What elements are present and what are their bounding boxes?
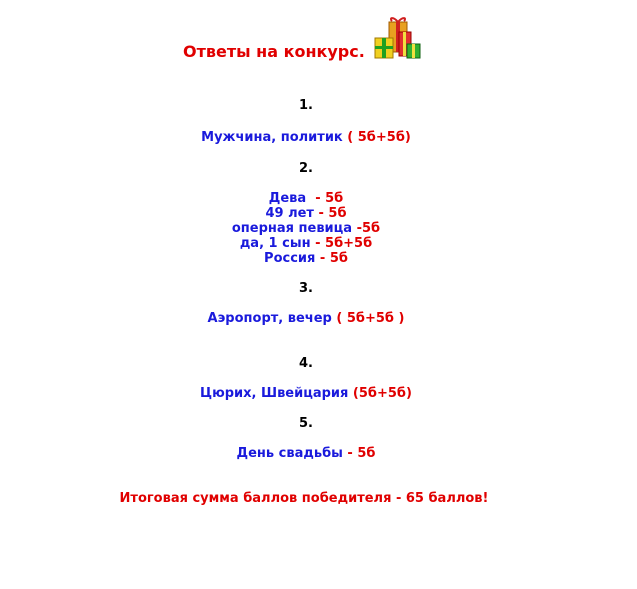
answer-text: 49 лет	[265, 206, 314, 221]
answer-text: оперная певица	[231, 221, 353, 236]
answer-line	[0, 221, 612, 236]
answer-text: Россия	[264, 251, 316, 266]
answer-line	[0, 386, 612, 401]
answer-points: - 5б	[313, 206, 347, 221]
page-title: Ответы на конкурс.	[183, 42, 365, 61]
answer-line	[0, 446, 612, 461]
answer-line	[0, 311, 612, 326]
answer-points: - 5б	[342, 446, 376, 461]
answer-points: ( 5б+5б)	[342, 130, 411, 145]
answer-number: 5.	[299, 416, 313, 431]
answer-text: Аэропорт, вечер	[207, 311, 332, 326]
answer-line	[0, 236, 612, 251]
total-score: Итоговая сумма баллов победителя - 65 баллов!	[119, 491, 489, 506]
answer-line	[0, 130, 612, 145]
answer-points: - 5б+5б	[310, 236, 373, 251]
answer-text: да, 1 сын	[239, 236, 311, 251]
gift-boxes-icon	[373, 16, 421, 62]
answer-line	[0, 251, 612, 266]
answer-number: 2.	[299, 161, 313, 176]
answer-text: Дева	[268, 191, 311, 206]
answer-line	[0, 206, 612, 221]
answer-line	[0, 191, 612, 206]
title-row	[183, 14, 421, 62]
answer-number: 4.	[299, 356, 313, 371]
answer-text: День свадьбы	[236, 446, 343, 461]
answer-points: - 5б	[315, 251, 348, 266]
answer-points: -5б	[352, 221, 381, 236]
answer-number: 1.	[299, 98, 313, 113]
answer-points: - 5б	[310, 191, 344, 206]
answer-points: (5б+5б)	[348, 386, 412, 401]
answer-text: Цюрих, Швейцария	[200, 386, 349, 401]
answer-points: ( 5б+5б )	[331, 311, 405, 326]
answer-text: Мужчина, политик	[201, 130, 343, 145]
answer-number: 3.	[299, 281, 313, 296]
